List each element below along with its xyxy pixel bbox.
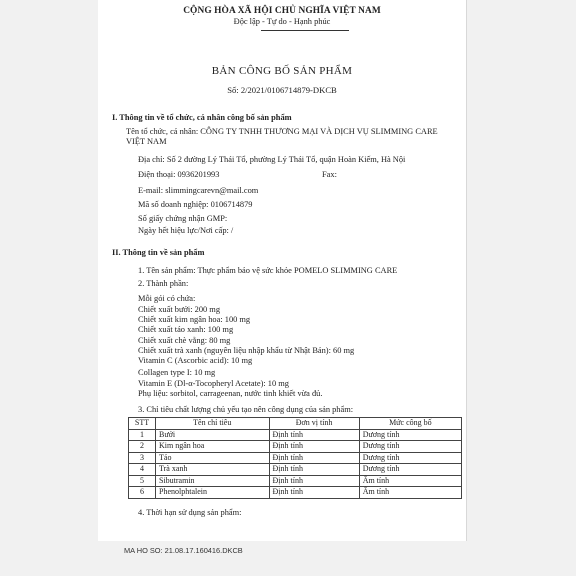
document-title: BẢN CÔNG BỐ SẢN PHẨM bbox=[211, 65, 353, 77]
table-cell: Dương tính bbox=[359, 441, 461, 453]
ingredient-line: Vitamin E (Dl-α-Tocopheryl Acetate): 10 mg bbox=[138, 379, 289, 388]
ingredient-line: Chiết xuất kim ngân hoa: 100 mg bbox=[138, 315, 251, 324]
quality-table bbox=[128, 417, 462, 499]
national-header: CỘNG HÒA XÃ HỘI CHỦ NGHĨA VIỆT NAM bbox=[183, 6, 381, 16]
table-row bbox=[129, 464, 462, 476]
table-cell: Định tính bbox=[269, 452, 359, 464]
table-header-cell: Mức công bố bbox=[359, 418, 461, 430]
ingredient-line: Mỗi gói có chứa: bbox=[138, 294, 196, 303]
table-row bbox=[129, 429, 462, 441]
gmp-number: Số giấy chứng nhận GMP: bbox=[138, 214, 228, 223]
table-header-row bbox=[129, 418, 462, 430]
org-fax: Fax: bbox=[322, 170, 337, 179]
ingredient-line: Phụ liệu: sorbitol, carrageenan, nước tinh khiết vừa đủ. bbox=[138, 389, 323, 398]
table-cell: 3 bbox=[129, 452, 156, 464]
table-cell: Định tính bbox=[269, 487, 359, 499]
table-cell: Định tính bbox=[269, 464, 359, 476]
gmp-expiry: Ngày hết hiệu lực/Nơi cấp: / bbox=[138, 226, 234, 235]
table-cell: 5 bbox=[129, 475, 156, 487]
table-row bbox=[129, 441, 462, 453]
ingredient-line: Chiết xuất bưởi: 200 mg bbox=[138, 305, 221, 314]
ingredient-line: Vitamin C (Ascorbic acid): 10 mg bbox=[138, 356, 253, 365]
document-page bbox=[98, 0, 467, 541]
table-cell: 6 bbox=[129, 487, 156, 499]
composition-heading: 2. Thành phần: bbox=[138, 279, 189, 288]
table-cell: Phenolphtalein bbox=[156, 487, 270, 499]
shelf-life-heading: 4. Thời hạn sử dụng sản phẩm: bbox=[138, 508, 242, 517]
ingredient-line: Chiết xuất trà xanh (nguyên liệu nhập khẩu từ Nhật Bản): 60 mg bbox=[138, 346, 355, 355]
table-cell: Sibutramin bbox=[156, 475, 270, 487]
section1-heading: I. Thông tin về tổ chức, cá nhân công bố sản phẩm bbox=[112, 113, 292, 122]
org-phone: Điện thoại: 0936201993 bbox=[138, 170, 220, 179]
national-motto: Độc lập - Tự do - Hạnh phúc bbox=[233, 17, 331, 26]
table-header-cell: STT bbox=[129, 418, 156, 430]
org-email: E-mail: slimmingcarevn@mail.com bbox=[138, 186, 259, 195]
table-cell: Âm tính bbox=[359, 475, 461, 487]
table-cell: Âm tính bbox=[359, 487, 461, 499]
table-cell: Định tính bbox=[269, 475, 359, 487]
org-address: Địa chỉ: Số 2 đường Lý Thái Tổ, phường Lý Thái Tổ, quận Hoàn Kiếm, Hà Nội bbox=[138, 155, 406, 164]
quality-heading: 3. Chỉ tiêu chất lượng chủ yếu tạo nên công dụng của sản phẩm: bbox=[138, 405, 354, 414]
document-number: Số: 2/2021/0106714879-DKCB bbox=[227, 85, 337, 95]
org-name-line2: VIỆT NAM bbox=[126, 137, 167, 146]
product-name: 1. Tên sản phẩm: Thực phẩm bảo vệ sức khỏe POMELO SLIMMING CARE bbox=[138, 266, 398, 275]
table-cell: Định tính bbox=[269, 441, 359, 453]
table-header-cell: Đơn vị tính bbox=[269, 418, 359, 430]
table-cell: Bưởi bbox=[156, 429, 270, 441]
table-row bbox=[129, 452, 462, 464]
table-cell: Dương tính bbox=[359, 429, 461, 441]
table-cell: 1 bbox=[129, 429, 156, 441]
table-cell: Táo bbox=[156, 452, 270, 464]
table-cell: Dương tính bbox=[359, 452, 461, 464]
org-name-line1: Tên tổ chức, cá nhân: CÔNG TY TNHH THƯƠNG MẠI VÀ DỊCH VỤ SLIMMING CARE bbox=[126, 127, 438, 136]
table-row bbox=[129, 475, 462, 487]
section2-heading: II. Thông tin về sản phẩm bbox=[112, 248, 205, 257]
dossier-code: MA HO SO: 21.08.17.160416.DKCB bbox=[124, 546, 243, 555]
table-row bbox=[129, 487, 462, 499]
org-tax-code: Mã số doanh nghiệp: 0106714879 bbox=[138, 200, 253, 209]
ingredient-line: Collagen type I: 10 mg bbox=[138, 368, 216, 377]
table-cell: Dương tính bbox=[359, 464, 461, 476]
table-cell: Trà xanh bbox=[156, 464, 270, 476]
table-cell: 2 bbox=[129, 441, 156, 453]
table-header-cell: Tên chỉ tiêu bbox=[156, 418, 270, 430]
table-cell: 4 bbox=[129, 464, 156, 476]
table-cell: Định tính bbox=[269, 429, 359, 441]
ingredient-line: Chiết xuất chè vằng: 80 mg bbox=[138, 336, 231, 345]
header-underline bbox=[261, 30, 349, 31]
table-cell: Kim ngân hoa bbox=[156, 441, 270, 453]
ingredient-line: Chiết xuất táo xanh: 100 mg bbox=[138, 325, 234, 334]
